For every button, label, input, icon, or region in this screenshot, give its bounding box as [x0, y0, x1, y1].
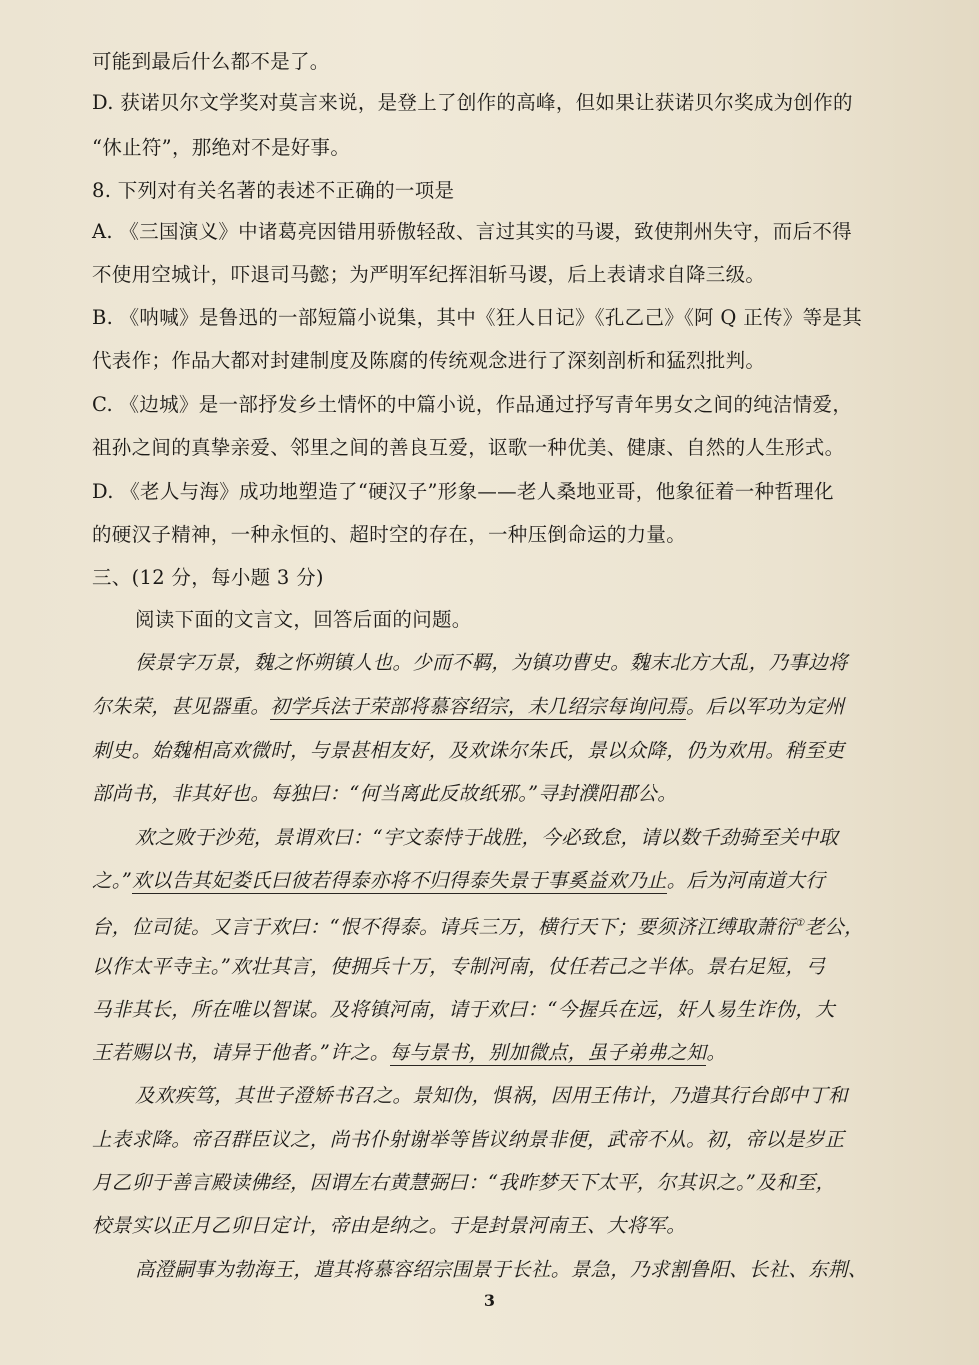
section-3-instruction: 阅读下面的文言文，回答后面的问题。 [135, 608, 472, 631]
passage-p3-line1: 及欢疾笃，其世子澄矫书召之。景知伪，惧祸，因用王伟计，乃遣其行台郎中丁和 [135, 1084, 848, 1107]
page-number: 3 [483, 1291, 496, 1310]
q8-option-c-line2: 祖孙之间的真挚亲爱、邻里之间的善良互爱，讴歌一种优美、健康、自然的人生形式。 [92, 436, 845, 459]
underlined-sentence-2: 欢以告其妃娄氏曰彼若得泰亦将不归得泰失景于事奚益欢乃止 [132, 869, 667, 892]
passage-p1-line1: 侯景字万景，魏之怀朔镇人也。少而不羁，为镇功曹史。魏末北方大乱，乃事边将 [135, 651, 848, 674]
passage-p2-line3 [92, 911, 932, 941]
passage-p2-line6-post: 。 [706, 1041, 727, 1064]
footnote-marker: ① [795, 918, 805, 929]
section-3-heading: 三、(12 分，每小题 3 分) [92, 566, 324, 589]
underlined-sentence-3: 每与景书，别加微点，虽子弟弗之知 [389, 1041, 707, 1064]
passage-p1-line2-post: 。后以军功为定州 [686, 695, 845, 718]
q8-option-d-line2: 的硬汉子精神，一种永恒的、超时空的存在，一种压倒命运的力量。 [92, 523, 687, 546]
passage-p2-line6 [92, 1040, 932, 1066]
q8-option-b-line1: B. 《呐喊》是鲁迅的一部短篇小说集，其中《狂人日记》《孔乙己》《阿 Q 正传》等是其 [92, 306, 863, 329]
passage-p2-line3-text: 台，位司徒。又言于欢曰：“恨不得泰。请兵三万，横行天下；要须济江缚取萧衍 [92, 915, 796, 939]
q7-option-d-line1: D. 获诺贝尔文学奖对莫言来说，是登上了创作的高峰，但如果让获诺贝尔奖成为创作的 [92, 91, 853, 114]
passage-p3-line3: 月乙卯于善言殿读佛经，因谓左右黄慧弼曰：“我昨梦天下太平，尔其识之。”及和至， [92, 1171, 836, 1194]
passage-p2-line5: 马非其长，所在唯以智谋。及将镇河南，请于欢曰：“今握兵在远，奸人易生诈伪，大 [92, 998, 835, 1021]
q7-option-d-line2: “休止符”，那绝对不是好事。 [92, 136, 351, 159]
passage-p1-line2-pre: 尔朱荣，甚见器重。 [92, 695, 271, 718]
q8-option-a-line2: 不使用空城计，吓退司马懿；为严明军纪挥泪斩马谡，后上表请求自降三级。 [92, 263, 766, 286]
passage-p1-line4: 部尚书，非其好也。每独曰：“何当离此反故纸邪。”寻封濮阳郡公。 [92, 782, 677, 805]
passage-p2-line2 [92, 868, 932, 894]
q8-option-b-line2: 代表作；作品大都对封建制度及陈腐的传统观念进行了深刻剖析和猛烈批判。 [92, 349, 766, 372]
passage-p3-line4: 校景实以正月乙卯日定计，帝由是纳之。于是封景河南王、大将军。 [92, 1214, 687, 1237]
passage-p2-line2-post: 。后为河南道大行 [666, 869, 826, 892]
passage-p4-line1: 高澄嗣事为勃海王，遣其将慕容绍宗围景于长社。景急，乃求割鲁阳、长社、东荆、 [135, 1258, 868, 1281]
passage-p2-line3-post: 老公， [804, 915, 864, 939]
q8-option-d-line1: D. 《老人与海》成功地塑造了“硬汉子”形象——老人桑地亚哥，他象征着一种哲理化 [92, 480, 834, 503]
passage-p2-line1: 欢之败于沙苑，景谓欢曰：“宇文泰恃于战胜，今必致怠，请以数千劲骑至关中取 [135, 826, 839, 849]
passage-p3-line2: 上表求降。帝召群臣议之，尚书仆射谢举等皆议纳景非便，武帝不从。初，帝以是岁正 [92, 1128, 845, 1151]
passage-p1-line2 [92, 694, 932, 720]
passage-p1-line3: 刺史。始魏相高欢微时，与景甚相友好，及欢诛尔朱氏，景以众降，仍为欢用。稍至吏 [92, 739, 845, 762]
underlined-sentence-1: 初学兵法于荣部将慕容绍宗，未几绍宗每询问焉 [270, 695, 687, 718]
passage-p2-line2-pre: 之。” [92, 869, 133, 892]
q8-option-c-line1: C. 《边城》是一部抒发乡土情怀的中篇小说，作品通过抒写青年男女之间的纯洁情爱， [92, 393, 853, 416]
q7-option-c-end: 可能到最后什么都不是了。 [92, 50, 330, 73]
q8-option-a-line1: A. 《三国演义》中诸葛亮因错用骄傲轻敌、言过其实的马谡，致使荆州失守，而后不得 [92, 220, 852, 243]
passage-p2-line6-pre: 王若赐以书，请异于他者。”许之。 [92, 1041, 390, 1064]
q8-stem: 8. 下列对有关名著的表述不正确的一项是 [92, 179, 455, 202]
passage-p2-line4: 以作太平寺主。”欢壮其言，使拥兵十万，专制河南，仗任若己之半体。景右足短，弓 [92, 955, 826, 978]
